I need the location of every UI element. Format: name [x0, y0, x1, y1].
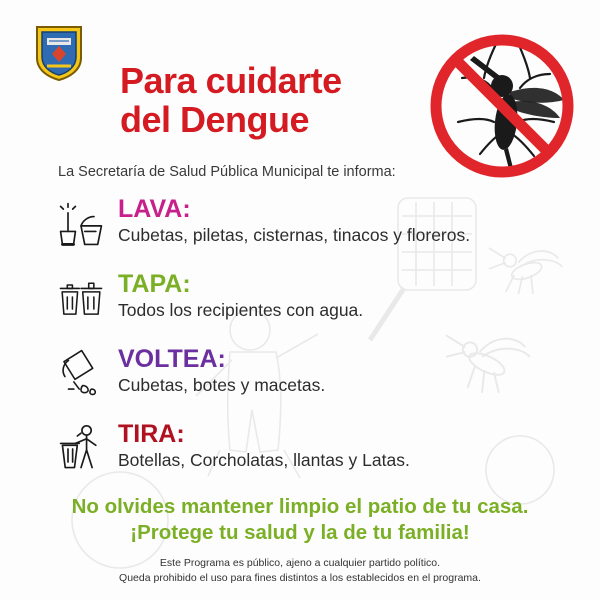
- legal-line-2: Queda prohibido el uso para fines distintos a los establecidos en el programa.: [119, 572, 481, 585]
- step-description: Cubetas, botes y macetas.: [118, 375, 326, 396]
- list-item: [50, 271, 570, 333]
- step-description: Todos los recipientes con agua.: [118, 300, 364, 321]
- slogan-line-1: No olvides mantener limpio el patio de tu casa.: [71, 495, 529, 518]
- step-text: [112, 196, 570, 246]
- step-text: [112, 271, 570, 321]
- closing-slogan: [0, 494, 600, 545]
- legal-line-1: Este Programa es público, ajeno a cualquier partido político.: [159, 557, 441, 569]
- step-title: VOLTEA:: [118, 345, 226, 373]
- step-title: LAVA:: [118, 195, 191, 223]
- prevention-steps-list: [50, 196, 570, 496]
- step-text: [112, 346, 570, 396]
- page-title: [120, 62, 440, 140]
- tipped-over-bucket-icon: [50, 346, 112, 398]
- person-throwing-trash-icon: [50, 421, 112, 475]
- no-mosquito-prohibition-icon: [422, 26, 582, 186]
- list-item: [50, 346, 570, 408]
- municipal-coat-of-arms-icon: [33, 24, 85, 82]
- step-text: [112, 421, 570, 471]
- trash-bins-with-lid-icon: [50, 271, 112, 321]
- step-description: Cubetas, piletas, cisternas, tinacos y floreros.: [118, 225, 471, 246]
- step-title: TAPA:: [118, 270, 191, 298]
- subtitle: La Secretaría de Salud Pública Municipal te informa:: [58, 164, 396, 180]
- slogan-line-2: ¡Protege tu salud y la de tu familia!: [130, 520, 470, 544]
- list-item: [50, 196, 570, 258]
- step-title: TIRA:: [118, 420, 185, 448]
- bucket-and-brush-icon: [50, 196, 112, 250]
- step-description: Botellas, Corcholatas, llantas y Latas.: [118, 450, 410, 471]
- headline-line-1: Para cuidarte: [120, 60, 342, 101]
- headline-line-2: del Dengue: [120, 98, 310, 140]
- list-item: [50, 421, 570, 483]
- legal-disclaimer: [0, 556, 600, 586]
